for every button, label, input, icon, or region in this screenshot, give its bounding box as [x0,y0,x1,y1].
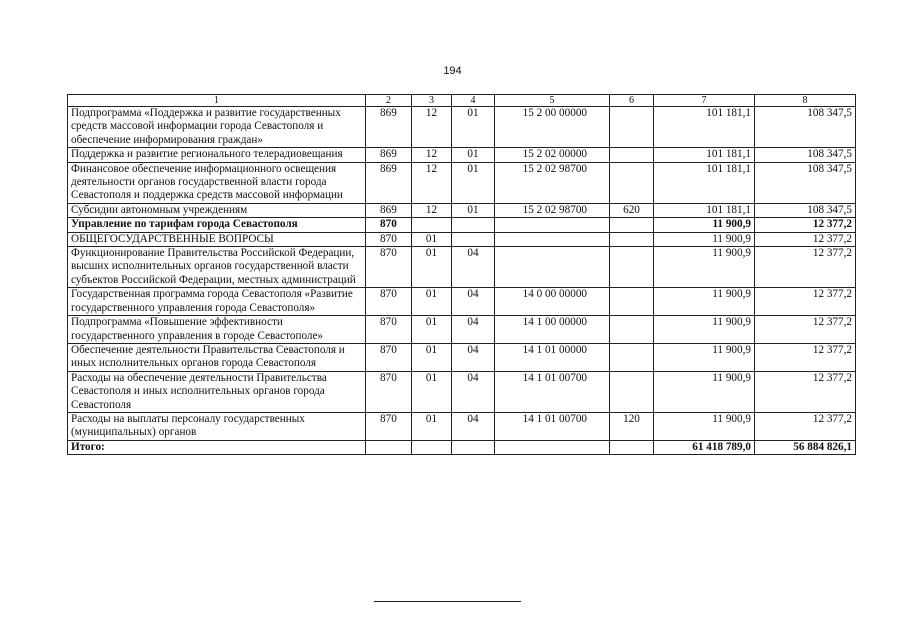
amount-year1-cell: 11 900,9 [654,288,755,316]
section-cell: 01 [412,412,452,440]
target-article-cell: 14 1 01 00700 [495,371,610,412]
empty-cell [495,440,610,454]
amount-year2-cell: 12 377,2 [755,247,856,288]
amount-year1-cell: 11 900,9 [654,232,755,246]
column-number: 4 [452,95,495,107]
table-row [68,162,856,203]
total-label: Итого: [68,440,366,454]
amount-year2-cell: 12 377,2 [755,343,856,371]
total-row [68,440,856,454]
target-article-cell [495,232,610,246]
subsection-cell: 01 [452,148,495,162]
section-cell: 12 [412,107,452,148]
page-number: 194 [443,65,462,77]
table-row [68,288,856,316]
subsection-cell: 04 [452,288,495,316]
empty-cell [366,440,412,454]
row-name-cell: Финансовое обеспечение информационного освещения деятельности органов государственной власти города Севастополя и поддержка средств массовой информации [68,162,366,203]
column-number: 2 [366,95,412,107]
amount-year1-cell: 101 181,1 [654,203,755,217]
subsection-cell: 01 [452,162,495,203]
expense-type-cell: 120 [610,412,654,440]
amount-year1-cell: 11 900,9 [654,343,755,371]
row-name-cell: Субсидии автономным учреждениям [68,203,366,217]
column-number: 1 [68,95,366,107]
amount-year2-cell: 12 377,2 [755,412,856,440]
amount-year2-cell: 12 377,2 [755,218,856,232]
amount-year1-cell: 11 900,9 [654,247,755,288]
target-article-cell [495,218,610,232]
row-name-cell: Государственная программа города Севастополя «Развитие государственного управления города Севастополя» [68,288,366,316]
column-number: 8 [755,95,856,107]
subsection-cell: 04 [452,371,495,412]
row-name-cell: Поддержка и развитие регионального телерадиовещания [68,148,366,162]
target-article-cell: 15 2 02 98700 [495,203,610,217]
ministry-code-cell: 870 [366,288,412,316]
expense-type-cell [610,162,654,203]
ministry-code-cell: 870 [366,343,412,371]
table-row [68,148,856,162]
expense-type-cell [610,247,654,288]
row-name-cell: Подпрограмма «Повышение эффективности государственного управления в городе Севастополе» [68,316,366,344]
target-article-cell: 14 0 00 00000 [495,288,610,316]
empty-cell [610,440,654,454]
amount-year1-cell: 11 900,9 [654,371,755,412]
total-amount-year1: 61 418 789,0 [654,440,755,454]
section-cell: 12 [412,203,452,217]
empty-cell [412,440,452,454]
section-cell: 12 [412,148,452,162]
ministry-code-cell: 870 [366,247,412,288]
budget-table [67,94,856,455]
section-cell: 01 [412,288,452,316]
column-number: 6 [610,95,654,107]
target-article-cell: 14 1 01 00000 [495,343,610,371]
expense-type-cell [610,148,654,162]
amount-year1-cell: 101 181,1 [654,148,755,162]
table-row [68,371,856,412]
expense-type-cell: 620 [610,203,654,217]
target-article-cell: 15 2 02 00000 [495,148,610,162]
column-number: 7 [654,95,755,107]
table-row [68,218,856,232]
row-name-cell: Управление по тарифам города Севастополя [68,218,366,232]
section-cell: 01 [412,232,452,246]
amount-year1-cell: 101 181,1 [654,107,755,148]
expense-type-cell [610,107,654,148]
amount-year2-cell: 12 377,2 [755,232,856,246]
section-cell: 01 [412,343,452,371]
table-row [68,343,856,371]
ministry-code-cell: 869 [366,203,412,217]
table-row [68,203,856,217]
amount-year2-cell: 108 347,5 [755,203,856,217]
ministry-code-cell: 870 [366,412,412,440]
subsection-cell [452,232,495,246]
row-name-cell: Расходы на обеспечение деятельности Правительства Севастополя и иных исполнительных органов города Севастополя [68,371,366,412]
target-article-cell: 15 2 02 98700 [495,162,610,203]
amount-year1-cell: 11 900,9 [654,412,755,440]
expense-type-cell [610,288,654,316]
table-row [68,316,856,344]
expense-type-cell [610,218,654,232]
amount-year2-cell: 12 377,2 [755,316,856,344]
column-number-row [68,95,856,107]
amount-year2-cell: 12 377,2 [755,288,856,316]
table-row [68,412,856,440]
ministry-code-cell: 870 [366,316,412,344]
ministry-code-cell: 870 [366,218,412,232]
target-article-cell: 14 1 00 00000 [495,316,610,344]
ministry-code-cell: 870 [366,371,412,412]
amount-year2-cell: 108 347,5 [755,162,856,203]
table-row [68,107,856,148]
section-cell: 01 [412,247,452,288]
amount-year2-cell: 12 377,2 [755,371,856,412]
ministry-code-cell: 869 [366,148,412,162]
footer-divider [374,601,521,602]
section-cell: 01 [412,371,452,412]
amount-year2-cell: 108 347,5 [755,148,856,162]
section-cell: 12 [412,162,452,203]
empty-cell [452,440,495,454]
subsection-cell: 04 [452,343,495,371]
subsection-cell [452,218,495,232]
expense-type-cell [610,232,654,246]
ministry-code-cell: 870 [366,232,412,246]
row-name-cell: Подпрограмма «Поддержка и развитие государственных средств массовой информации города Севастополя и обеспечение информирования граждан» [68,107,366,148]
amount-year1-cell: 11 900,9 [654,316,755,344]
column-number: 3 [412,95,452,107]
amount-year1-cell: 101 181,1 [654,162,755,203]
row-name-cell: ОБЩЕГОСУДАРСТВЕННЫЕ ВОПРОСЫ [68,232,366,246]
target-article-cell [495,247,610,288]
target-article-cell: 15 2 00 00000 [495,107,610,148]
subsection-cell: 01 [452,107,495,148]
ministry-code-cell: 869 [366,162,412,203]
total-amount-year2: 56 884 826,1 [755,440,856,454]
table-row [68,247,856,288]
section-cell: 01 [412,316,452,344]
subsection-cell: 04 [452,412,495,440]
row-name-cell: Обеспечение деятельности Правительства Севастополя и иных исполнительных органов города Севастополя [68,343,366,371]
amount-year1-cell: 11 900,9 [654,218,755,232]
amount-year2-cell: 108 347,5 [755,107,856,148]
row-name-cell: Расходы на выплаты персоналу государственных (муниципальных) органов [68,412,366,440]
table-row [68,232,856,246]
expense-type-cell [610,371,654,412]
row-name-cell: Функционирование Правительства Российской Федерации, высших исполнительных органов государственной власти субъектов Российской Федерации, местных администраций [68,247,366,288]
ministry-code-cell: 869 [366,107,412,148]
subsection-cell: 04 [452,247,495,288]
section-cell [412,218,452,232]
target-article-cell: 14 1 01 00700 [495,412,610,440]
column-number: 5 [495,95,610,107]
expense-type-cell [610,316,654,344]
subsection-cell: 04 [452,316,495,344]
expense-type-cell [610,343,654,371]
subsection-cell: 01 [452,203,495,217]
